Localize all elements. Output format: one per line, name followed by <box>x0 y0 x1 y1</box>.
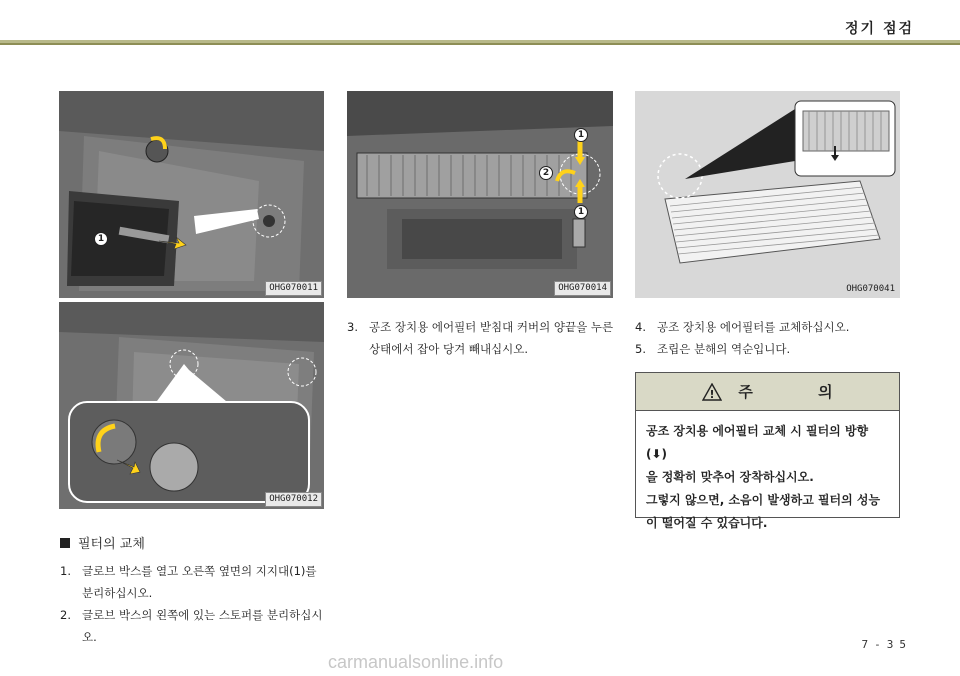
middle-steps <box>347 316 617 360</box>
figure-code: OHG070014 <box>554 281 611 296</box>
step-item <box>60 604 328 648</box>
glovebox-stopper-illustration <box>59 302 324 509</box>
caution-line: 을 정확히 맞추어 장착하십시오. <box>646 470 814 484</box>
square-bullet-icon <box>60 538 70 548</box>
svg-text:!: ! <box>709 387 715 401</box>
figure-filter-cover <box>347 91 613 298</box>
page-number: 7-35 <box>861 638 912 651</box>
step-text: 조립은 분해의 역순입니다. <box>657 342 791 356</box>
step-text: 글로브 박스의 왼쪽에 있는 스토퍼를 분리하십시오. <box>82 608 323 644</box>
step-item <box>60 560 328 604</box>
header-band <box>0 0 960 45</box>
step-text: 글로브 박스를 열고 오른쪽 옆면의 지지대(1)를 분리하십시오. <box>82 564 317 600</box>
step-item <box>635 316 903 338</box>
callout-marker: 1 <box>574 205 588 219</box>
step-text: 공조 장치용 에어필터를 교체하십시오. <box>657 320 850 334</box>
callout-marker: 1 <box>94 232 108 246</box>
section-title: 정기 점검 <box>845 21 914 37</box>
callout-marker: 1 <box>574 128 588 142</box>
step-number: 4. <box>635 320 646 334</box>
right-steps <box>635 316 903 360</box>
caution-body <box>636 411 899 544</box>
figure-code: OHG070011 <box>265 281 322 296</box>
sub-heading <box>60 533 145 552</box>
figure-air-filter <box>635 91 900 298</box>
watermark: carmanualsonline.info <box>328 652 504 672</box>
filter-cover-illustration <box>347 91 613 298</box>
step-text: 공조 장치용 에어필터 받침대 커버의 양끝을 누른 상태에서 잡아 당겨 빼내십시오. <box>369 320 614 356</box>
left-steps <box>60 560 328 648</box>
figure-code: OHG070012 <box>265 492 322 507</box>
caution-line: 그렇지 않으면, 소음이 발생하고 필터의 성능 <box>646 493 881 507</box>
glovebox-support-illustration <box>59 91 324 298</box>
figure-code: OHG070041 <box>846 284 895 294</box>
step-number: 1. <box>60 564 71 578</box>
sub-heading-text: 필터의 교체 <box>78 537 145 552</box>
warning-triangle-icon <box>702 383 722 401</box>
air-filter-illustration <box>635 91 900 298</box>
step-number: 3. <box>347 320 358 334</box>
figure-glovebox-support <box>59 91 324 298</box>
step-number: 2. <box>60 608 71 622</box>
step-item <box>635 338 903 360</box>
caution-header <box>636 373 899 411</box>
callout-marker: 2 <box>539 166 553 180</box>
step-item <box>347 316 617 360</box>
figure-glovebox-stopper <box>59 302 324 509</box>
caution-box <box>635 372 900 530</box>
header-rule-dark <box>0 43 960 45</box>
caution-line: 이 떨어질 수 있습니다. <box>646 516 768 530</box>
caution-line: 공조 장치용 에어필터 교체 시 필터의 방향(⬇) <box>646 424 869 461</box>
step-number: 5. <box>635 342 646 356</box>
caution-title: 주 의 <box>738 383 863 401</box>
